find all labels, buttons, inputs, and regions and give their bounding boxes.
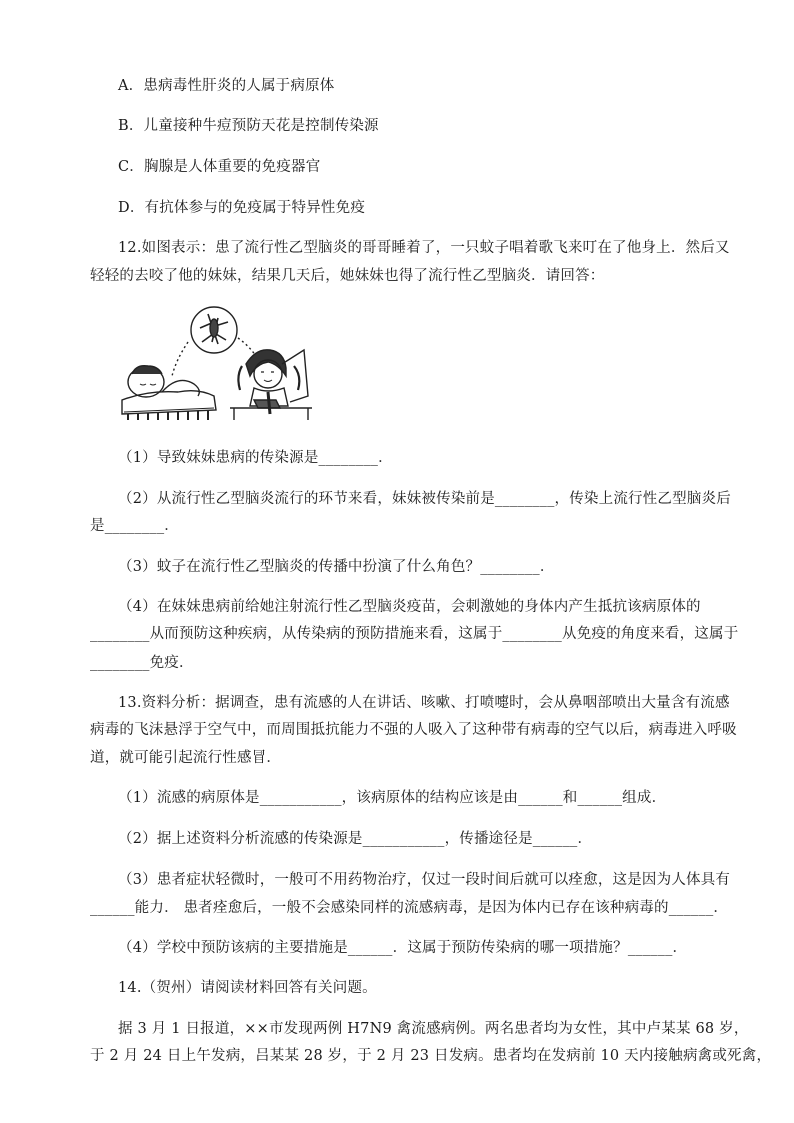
option-a: A．患病毒性肝炎的人属于病原体 [118, 78, 335, 94]
sister-figure [230, 350, 312, 420]
q13-sub2: （2）据上述资料分析流感的传染源是___________，传播途径是______． [118, 831, 593, 847]
q12-sub3: （3）蚊子在流行性乙型脑炎的传播中扮演了什么角色？________． [118, 559, 555, 575]
q13-stem-line1: 13.资料分析：据调查，患有流感的人在讲话、咳嗽、打喷嚏时，会从鼻咽部喷出大量含有流感 [118, 695, 730, 711]
q12-sub4-line2: ________从而预防这种疾病，从传染病的预防措施来看，这属于________从免疫的角度来看，这属于 [90, 626, 739, 642]
sleeping-brother-figure [122, 366, 216, 420]
option-d: D．有抗体参与的免疫属于特异性免疫 [118, 200, 366, 216]
q13-sub3-line1: （3）患者症状轻微时，一般可不用药物治疗，仅过一段时间后就可以痊愈，这是因为人体具有 [118, 872, 731, 888]
q14-para-line2: 于 2 月 24 日上午发病，吕某某 28 岁，于 2 月 23 日发病。患者均在发病前 10 天内接触病禽或死禽， [90, 1048, 772, 1064]
q14-para-line1: 据 3 月 1 日报道，××市发现两例 H7N9 禽流感病例。两名患者均为女性，其中卢某某 68 岁， [118, 1021, 749, 1037]
q12-stem-line1: 12.如图表示：患了流行性乙型脑炎的哥哥睡着了，一只蚊子唱着歌飞来叮在了他身上．然后又 [118, 240, 730, 256]
q12-stem-line2: 轻轻的去咬了他的妹妹，结果几天后，她妹妹也得了流行性乙型脑炎．请回答： [90, 268, 605, 284]
q13-sub3-line2: ______能力． 患者痊愈后，一般不会感染同样的流感病毒，是因为体内已存在该种病毒的______． [90, 900, 729, 916]
mosquito-transmission-illustration [118, 304, 312, 422]
q13-stem-line2: 病毒的飞沫悬浮于空气中，而周围抵抗能力不强的人吸入了这种带有病毒的空气以后，病毒进入呼吸 [90, 722, 737, 738]
option-b: B．儿童接种牛痘预防天花是控制传染源 [118, 118, 379, 134]
q13-sub4: （4）学校中预防该病的主要措施是______．这属于预防传染病的哪一项措施？______． [118, 940, 688, 956]
option-c: C．胸腺是人体重要的免疫器官 [118, 159, 321, 175]
q14-stem: 14.（贺州）请阅读材料回答有关问题。 [118, 980, 377, 996]
q12-sub2-line1: （2）从流行性乙型脑炎流行的环节来看，妹妹被传染前是________，传染上流行性乙型脑炎后 [118, 491, 731, 507]
q12-sub1: （1）导致妹妹患病的传染源是________． [118, 450, 393, 466]
q13-sub1: （1）流感的病原体是___________，该病原体的结构应该是由______和______组成． [118, 790, 667, 806]
q12-sub4-line3: ________免疫． [90, 655, 194, 671]
q12-sub2-line2: 是________． [90, 518, 179, 534]
mosquito-icon [191, 307, 237, 353]
q13-stem-line3: 道，就可能引起流行性感冒． [90, 750, 282, 766]
q12-sub4-line1: （4）在妹妹患病前给她注射流行性乙型脑炎疫苗，会刺激她的身体内产生抵抗该病原体的 [118, 599, 701, 615]
